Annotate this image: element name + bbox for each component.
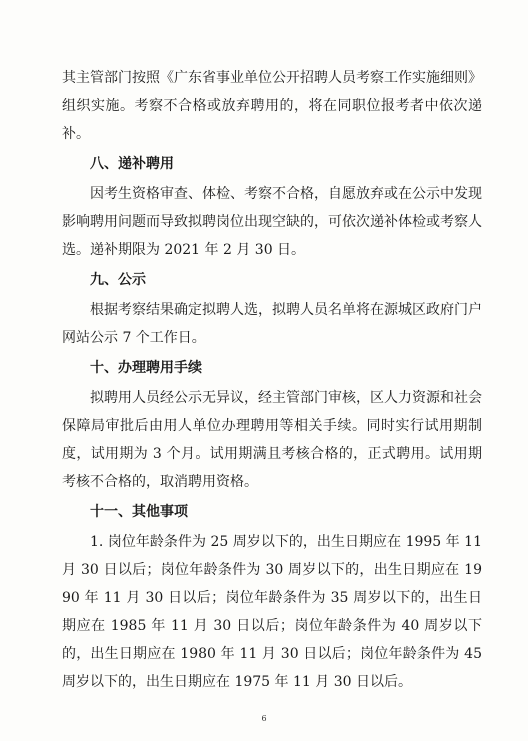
section-heading-11: 十一、其他事项: [90, 504, 188, 520]
paragraph-section-11-item-1: 1. 岗位年龄条件为 25 周岁以下的，出生日期应在 1995 年 11 月 30 日以后；岗位年龄条件为 30 周岁以下的，出生日期应在 1990 年 11 月 30 日以后；岗位年龄条件为 35 周岁以下的，出生日期应在 1985 年 11 月 30 日以后；岗位年龄条件为 40 周岁以下的，出生日期应在 1980 年 11 月 30 日以后；岗位年龄条件为 45 周岁以下的，出生日期应在 1975 年 11 月 30 日以后。: [62, 534, 482, 690]
section-heading-10: 十、办理聘用手续: [90, 360, 202, 376]
page-content: [62, 64, 482, 696]
paragraph-section-8: 因考生资格审查、体检、考察不合格，自愿放弃或在公示中发现影响聘用问题而导致拟聘岗位出现空缺的，可依次递补体检或考察人选。递补期限为 2021 年 2 月 30 日。: [62, 186, 482, 258]
paragraph-section-9: 根据考察结果确定拟聘人选，拟聘人员名单将在源城区政府门户网站公示 7 个工作日。: [62, 302, 482, 346]
page-number: 6: [261, 714, 267, 723]
paragraph-continuation: 其主管部门按照《广东省事业单位公开招聘人员考察工作实施细则》组织实施。考察不合格或放弃聘用的，将在同职位报考者中依次递补。: [62, 70, 482, 142]
section-heading-8: 八、递补聘用: [90, 156, 174, 172]
paragraph-section-10: 拟聘用人员经公示无异议，经主管部门审核，区人力资源和社会保障局审批后由用人单位办理聘用等相关手续。同时实行试用期制度，试用期为 3 个月。试用期满且考核合格的，正式聘用。试用期考核不合格的，取消聘用资格。: [62, 390, 482, 490]
section-heading-9: 九、公示: [90, 272, 146, 288]
